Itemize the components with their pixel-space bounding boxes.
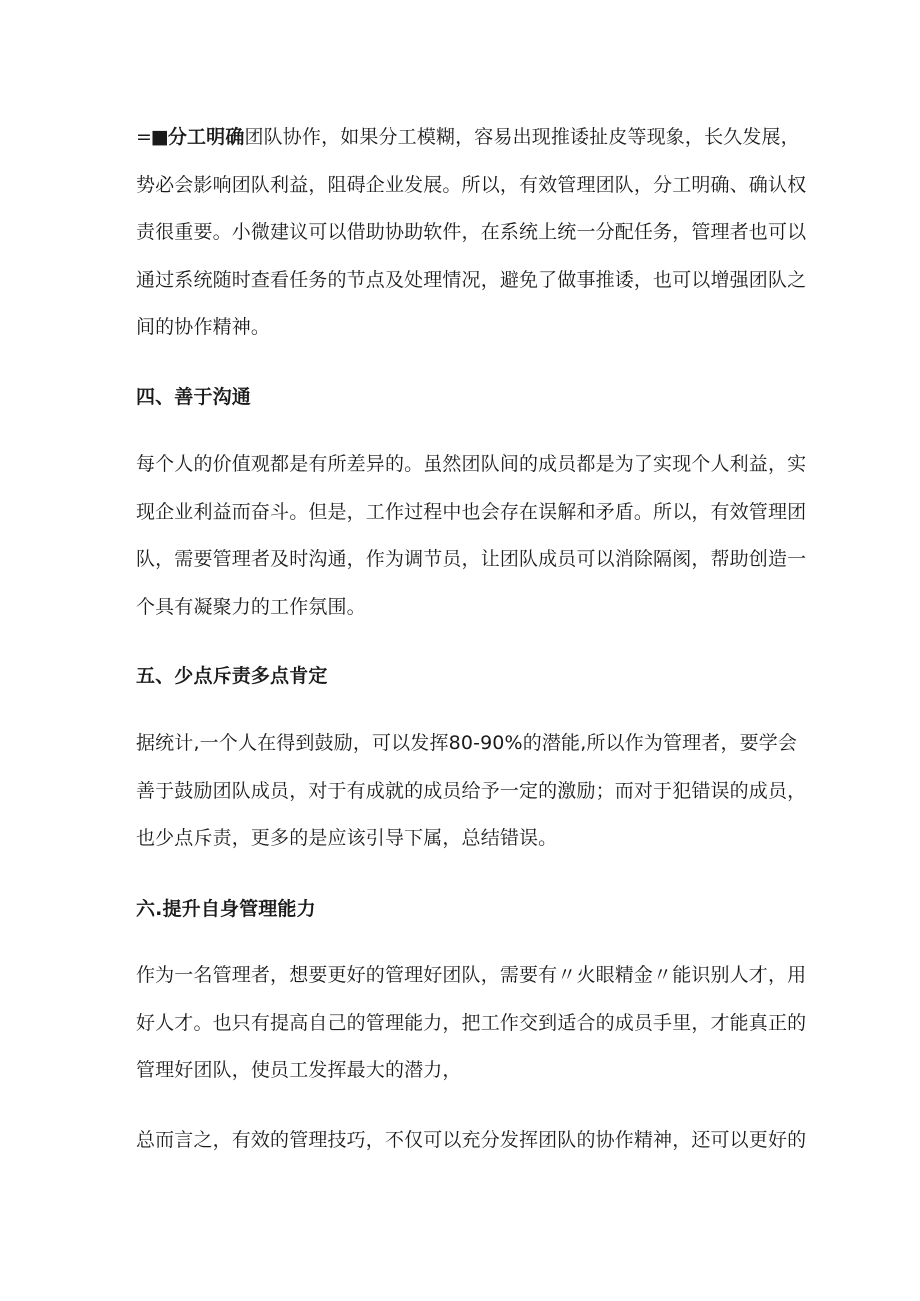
heading-text: 四、善于沟通: [136, 386, 251, 408]
paragraph-line: 队，需要管理者及时沟通，作为调节员，让团队成员可以消除隔阂，帮助创造一: [136, 548, 807, 570]
section-heading-encouragement: [136, 653, 788, 701]
paragraph-line: 通过系统随时查看任务的节点及处理情况，避免了做事推诿，也可以增强团队之: [136, 268, 807, 291]
heading-text: 五、少点斥责多点肯定: [136, 665, 328, 687]
heading-text: 六.提升自身管理能力: [136, 898, 316, 920]
paragraph-conclusion: [136, 1117, 807, 1165]
paragraph-line: [136, 114, 800, 162]
paragraph-line: 间的协作精神。: [136, 316, 271, 338]
lead-symbol: =■: [136, 126, 168, 148]
paragraph-self-improvement: [136, 952, 807, 1095]
paragraph-line: 善于鼓励团队成员，对于有成就的成员给予一定的激励；而对于犯错误的成员，: [136, 779, 807, 802]
lead-bold-phrase: 分工明确: [167, 126, 245, 148]
paragraph-line: 总而言之，有效的管理技巧，不仅可以充分发挥团队的协作精神，还可以更好的: [136, 1129, 807, 1151]
paragraph-division-of-labor: [136, 114, 807, 352]
paragraph-line: 作为一名管理者，想要更好的管理好团队，需要有〃火眼精金〃能识别人才，用: [136, 964, 807, 986]
paragraph-line: 也少点斥责，更多的是应该引导下属，总结错误。: [136, 827, 558, 849]
paragraph-line: 管理好团队，使员工发挥最大的潜力，: [136, 1059, 462, 1081]
section-heading-communication: [136, 374, 788, 422]
paragraph-line: 每个人的价值观都是有所差异的。虽然团队间的成员都是为了实现个人利益，实: [136, 453, 807, 475]
paragraph-line: 现企业利益而奋斗。但是，工作过程中也会存在误解和矛盾。所以，有效管理团: [136, 500, 807, 523]
section-heading-self-improvement: [136, 886, 788, 934]
paragraph-line: 个具有凝聚力的工作氛围。: [136, 595, 366, 618]
paragraph-communication: [136, 441, 807, 631]
paragraph-line: 势必会影响团队利益，阻碍企业发展。所以，有效管理团队，分工明确、确认权: [136, 173, 807, 196]
paragraph-line: 好人才。也只有提高自己的管理能力，把工作交到适合的成员手里，才能真正的: [136, 1011, 807, 1034]
paragraph-encouragement: [136, 720, 807, 863]
paragraph-line: 责很重要。小微建议可以借助协助软件，在系统上统一分配任务，管理者也可以: [136, 221, 807, 243]
paragraph-line: 据统计,一个人在得到鼓励，可以发挥80-90%的潜能,所以作为管理者，要学会: [136, 732, 798, 754]
line-text: 团队协作，如果分工模糊，容易出现推诿扯皮等现象，长久发展，: [244, 126, 800, 148]
